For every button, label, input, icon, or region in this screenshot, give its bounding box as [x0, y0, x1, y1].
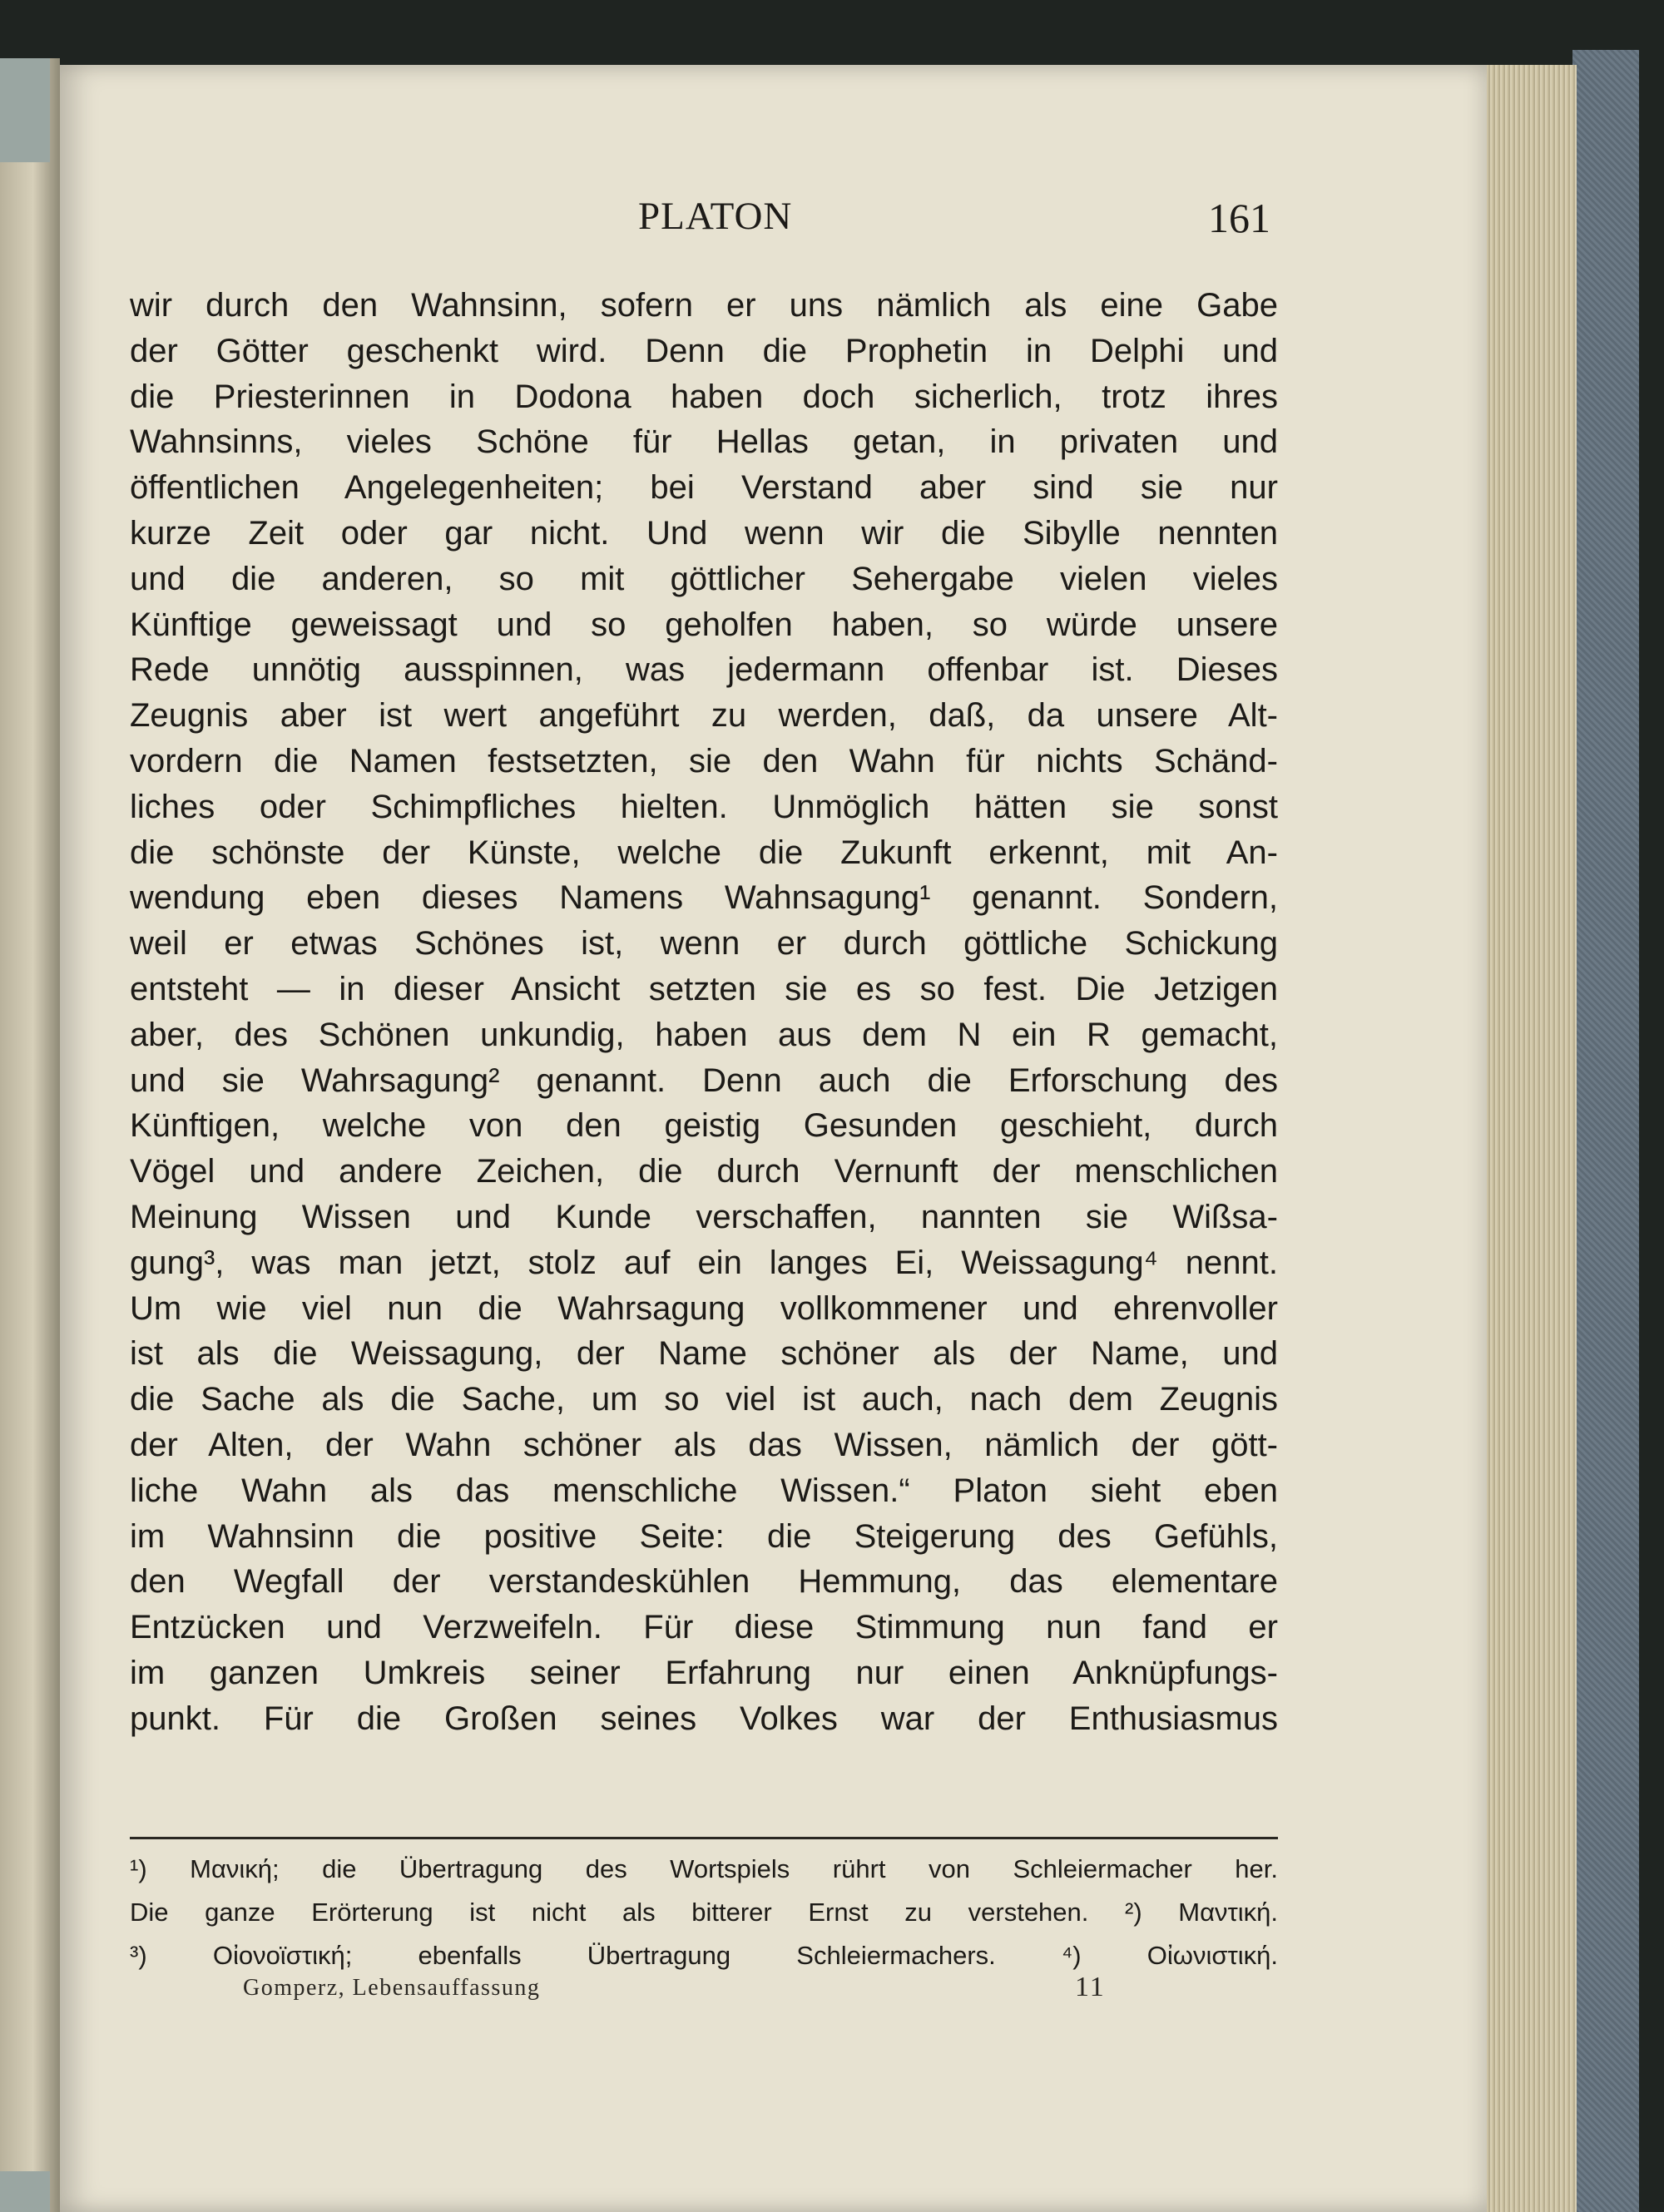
text-line: Vögel und andere Zeichen, die durch Vernunft der menschlichen: [130, 1153, 1278, 1190]
text-line: gung³, was man jetzt, stolz auf ein langes Ei, Weissagung⁴ nennt.: [130, 1244, 1278, 1281]
text-line: liche Wahn als das menschliche Wissen.“ Platon sieht eben: [130, 1472, 1278, 1509]
page-number: 161: [1208, 195, 1270, 241]
text-line: und sie Wahrsagung² genannt. Denn auch die Erforschung des: [130, 1061, 1278, 1099]
page-header: [189, 194, 1270, 269]
text-line: punkt. Für die Großen seines Volkes war der Enthusiasmus: [130, 1700, 1278, 1737]
footnote-line: ¹) Μανική; die Übertragung des Wortspiels rührt von Schleiermacher her.: [130, 1854, 1278, 1883]
footnote-line: Die ganze Erörterung ist nicht als bitterer Ernst zu verstehen. ²) Μαντική.: [130, 1898, 1278, 1927]
text-line: ist als die Weissagung, der Name schöner als der Name, und: [130, 1335, 1278, 1373]
signature-text: Gomperz, Lebensauffassung: [243, 1975, 541, 2001]
text-line: im Wahnsinn die positive Seite: die Steigerung des Gefühls,: [130, 1517, 1278, 1555]
facing-page-edge: [0, 58, 60, 2212]
sheet-number: 11: [1075, 1972, 1106, 2002]
printer-signature: [243, 1972, 1325, 2017]
text-line: wendung eben dieses Namens Wahnsagung¹ genannt. Sondern,: [130, 879, 1278, 917]
text-line: aber, des Schönen unkundig, haben aus dem N ein R gemacht,: [130, 1016, 1278, 1053]
text-line: kurze Zeit oder gar nicht. Und wenn wir die Sibylle nennten: [130, 514, 1278, 552]
text-line: die schönste der Künste, welche die Zukunft erkennt, mit An-: [130, 834, 1278, 871]
text-line: Um wie viel nun die Wahrsagung vollkommener und ehrenvoller: [130, 1289, 1278, 1327]
text-line: Meinung Wissen und Kunde verschaffen, nannten sie Wißsa-: [130, 1198, 1278, 1235]
book-page: [60, 65, 1487, 2212]
text-line: entsteht — in dieser Ansicht setzten sie es so fest. Die Jetzigen: [130, 970, 1278, 1007]
text-line: Wahnsinns, vieles Schöne für Hellas getan, in privaten und: [130, 423, 1278, 461]
text-line: Zeugnis aber ist wert angeführt zu werden, daß, da unsere Alt-: [130, 697, 1278, 735]
text-line: Rede unnötig ausspinnen, was jedermann offenbar ist. Dieses: [130, 651, 1278, 689]
footnote-rule: [130, 1837, 1278, 1839]
text-line: Künftige geweissagt und so geholfen haben, so würde unsere: [130, 606, 1278, 643]
text-line: liches oder Schimpfliches hielten. Unmöglich hätten sie sonst: [130, 788, 1278, 825]
text-line: öffentlichen Angelegenheiten; bei Verstand aber sind sie nur: [130, 469, 1278, 507]
text-line: die Priesterinnen in Dodona haben doch sicherlich, trotz ihres: [130, 378, 1278, 415]
body-text: [130, 283, 1278, 1742]
footnote-line: ³) Οἰονοϊστική; ebenfalls Übertragung Schleiermachers. ⁴) Οἰωνιστική.: [130, 1941, 1278, 1970]
page-block-edges: [1477, 65, 1577, 2212]
bookmark-ribbon-bottom: [0, 2171, 50, 2212]
text-line: wir durch den Wahnsinn, sofern er uns nämlich als eine Gabe: [130, 287, 1278, 324]
text-line: den Wegfall der verstandeskühlen Hemmung, das elementare: [130, 1563, 1278, 1601]
text-line: die Sache als die Sache, um so viel ist auch, nach dem Zeugnis: [130, 1381, 1278, 1418]
text-line: vordern die Namen festsetzten, sie den Wahn für nichts Schänd-: [130, 742, 1278, 779]
text-line: Entzücken und Verzweifeln. Für diese Stimmung nun fand er: [130, 1609, 1278, 1646]
book-cover-edge: [1572, 50, 1639, 2212]
text-line: der Götter geschenkt wird. Denn die Prophetin in Delphi und: [130, 332, 1278, 369]
text-line: weil er etwas Schönes ist, wenn er durch göttliche Schickung: [130, 925, 1278, 962]
text-line: und die anderen, so mit göttlicher Sehergabe vielen vieles: [130, 560, 1278, 597]
text-line: im ganzen Umkreis seiner Erfahrung nur einen Anknüpfungs-: [130, 1654, 1278, 1691]
text-line: Künftigen, welche von den geistig Gesunden geschieht, durch: [130, 1107, 1278, 1145]
running-title: PLATON: [638, 195, 793, 238]
footnotes: [130, 1848, 1278, 1977]
bookmark-ribbon-top: [0, 58, 50, 162]
text-line: der Alten, der Wahn schöner als das Wissen, nämlich der gött-: [130, 1426, 1278, 1463]
